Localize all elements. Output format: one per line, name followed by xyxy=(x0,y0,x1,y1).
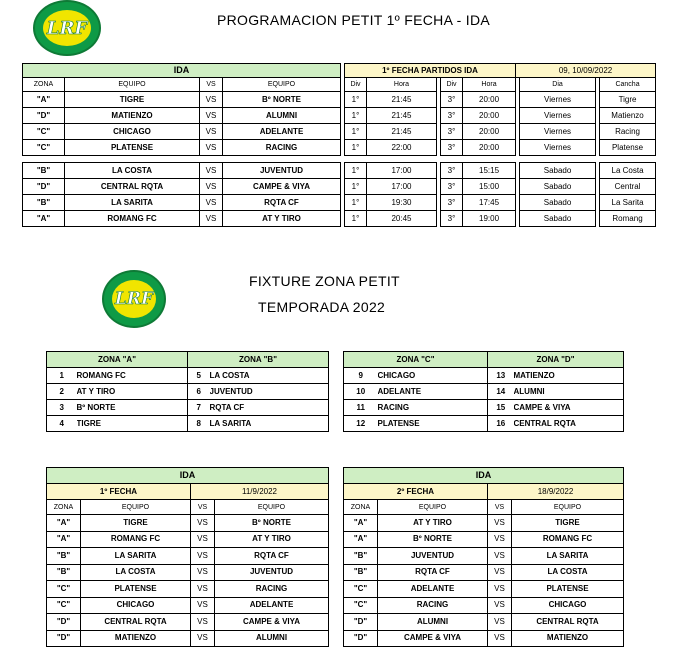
home-team: CAMPE & VIYA xyxy=(378,630,488,647)
col-equipo-home: EQUIPO xyxy=(378,500,488,515)
home-team: TIGRE xyxy=(81,515,191,532)
dia-cell: Sabado xyxy=(520,195,596,211)
vs-cell: VS xyxy=(488,515,512,532)
zona-cell: "B" xyxy=(23,163,65,179)
zona-cell: "A" xyxy=(47,531,81,548)
zona-cell: "C" xyxy=(344,581,378,598)
zona-cell: "B" xyxy=(23,195,65,211)
hora-1-cell: 21:45 xyxy=(367,108,437,124)
team-name: RACING xyxy=(378,400,488,416)
table-row xyxy=(23,211,656,227)
hora-1-cell: 19:30 xyxy=(367,195,437,211)
away-team: PLATENSE xyxy=(512,581,624,598)
div-2-cell: 3° xyxy=(441,108,463,124)
schedule-group-1 xyxy=(23,92,656,156)
away-team: ROMANG FC xyxy=(512,531,624,548)
col-div-1: Div xyxy=(345,78,367,92)
fecha-1-label: 1º FECHA xyxy=(47,484,191,500)
schedule-group-2 xyxy=(23,163,656,227)
div-1-cell: 1° xyxy=(345,195,367,211)
home-team: LA COSTA xyxy=(81,564,191,581)
cancha-cell: La Sarita xyxy=(600,195,656,211)
zona-cell: "A" xyxy=(23,211,65,227)
col-zona: ZONA xyxy=(23,78,65,92)
table-row xyxy=(47,597,329,614)
team-name: AT Y TIRO xyxy=(77,384,188,400)
home-team: MATIENZO xyxy=(65,108,200,124)
team-name: ADELANTE xyxy=(378,384,488,400)
team-number: 6 xyxy=(188,384,210,400)
home-team: RQTA CF xyxy=(378,564,488,581)
vs-cell: VS xyxy=(488,531,512,548)
table-row xyxy=(47,515,329,532)
table-row xyxy=(344,581,624,598)
col-div-2: Div xyxy=(441,78,463,92)
vs-cell: VS xyxy=(488,564,512,581)
team-number: 13 xyxy=(488,368,514,384)
vs-cell: VS xyxy=(191,515,215,532)
zona-cell: "C" xyxy=(23,140,65,156)
zona-cell: "D" xyxy=(23,179,65,195)
table-row xyxy=(47,400,329,416)
table-row xyxy=(47,614,329,631)
cancha-cell: Central xyxy=(600,179,656,195)
league-logo-small-text: LRF xyxy=(114,289,154,309)
col-hora-2: Hora xyxy=(463,78,516,92)
zones-cd-table xyxy=(343,351,624,432)
zone-c-header: ZONA "C" xyxy=(344,352,488,368)
league-logo-text: LRF xyxy=(46,17,88,39)
hora-2-cell: 20:00 xyxy=(463,124,516,140)
zona-cell: "A" xyxy=(344,515,378,532)
away-team: CHICAGO xyxy=(512,597,624,614)
div-2-cell: 3° xyxy=(441,124,463,140)
vs-cell: VS xyxy=(200,140,223,156)
hora-1-cell: 22:00 xyxy=(367,140,437,156)
table-row xyxy=(344,416,624,432)
hora-2-cell: 19:00 xyxy=(463,211,516,227)
cancha-cell: Romang xyxy=(600,211,656,227)
team-number: 7 xyxy=(188,400,210,416)
vs-cell: VS xyxy=(191,531,215,548)
table-row xyxy=(344,630,624,647)
table-row xyxy=(344,564,624,581)
div-1-cell: 1° xyxy=(345,124,367,140)
away-team: Bº NORTE xyxy=(223,92,341,108)
zona-cell: "B" xyxy=(344,564,378,581)
vs-cell: VS xyxy=(191,548,215,565)
zona-cell: "C" xyxy=(47,581,81,598)
team-name: MATIENZO xyxy=(514,368,624,384)
hora-2-cell: 20:00 xyxy=(463,108,516,124)
away-team: ADELANTE xyxy=(223,124,341,140)
zona-cell: "D" xyxy=(344,630,378,647)
team-name: CENTRAL RQTA xyxy=(514,416,624,432)
team-number: 14 xyxy=(488,384,514,400)
team-number: 10 xyxy=(344,384,378,400)
div-1-cell: 1° xyxy=(345,92,367,108)
vs-cell: VS xyxy=(191,581,215,598)
team-number: 1 xyxy=(47,368,77,384)
vs-cell: VS xyxy=(200,163,223,179)
zona-cell: "B" xyxy=(47,564,81,581)
div-1-cell: 1° xyxy=(345,140,367,156)
away-team: LA COSTA xyxy=(512,564,624,581)
fecha-2-date: 18/9/2022 xyxy=(488,484,624,500)
dia-cell: Sabado xyxy=(520,211,596,227)
table-row xyxy=(47,531,329,548)
table-row xyxy=(344,597,624,614)
hora-2-cell: 15:15 xyxy=(463,163,516,179)
zone-d-header: ZONA "D" xyxy=(488,352,624,368)
home-team: CENTRAL RQTA xyxy=(81,614,191,631)
table-row xyxy=(47,384,329,400)
vs-cell: VS xyxy=(488,581,512,598)
table-row xyxy=(344,400,624,416)
zona-cell: "C" xyxy=(47,597,81,614)
away-team: ADELANTE xyxy=(215,597,329,614)
table-row xyxy=(344,531,624,548)
vs-cell: VS xyxy=(488,597,512,614)
home-team: CENTRAL RQTA xyxy=(65,179,200,195)
zona-cell: "C" xyxy=(23,124,65,140)
zona-cell: "B" xyxy=(344,548,378,565)
table-row xyxy=(23,108,656,124)
schedule-right-dates: 09, 10/09/2022 xyxy=(516,64,656,78)
away-team: RACING xyxy=(215,581,329,598)
home-team: TIGRE xyxy=(65,92,200,108)
team-number: 3 xyxy=(47,400,77,416)
fixture-season: TEMPORADA 2022 xyxy=(258,299,386,315)
zona-cell: "B" xyxy=(47,548,81,565)
team-name: CHICAGO xyxy=(378,368,488,384)
col-equipo-home: EQUIPO xyxy=(65,78,200,92)
away-team: ALUMNI xyxy=(223,108,341,124)
table-row xyxy=(344,384,624,400)
col-vs: VS xyxy=(191,500,215,515)
div-1-cell: 1° xyxy=(345,163,367,179)
vs-cell: VS xyxy=(191,564,215,581)
team-number: 16 xyxy=(488,416,514,432)
away-team: CAMPE & VIYA xyxy=(223,179,341,195)
team-name: TIGRE xyxy=(77,416,188,432)
vs-cell: VS xyxy=(191,630,215,647)
dia-cell: Viernes xyxy=(520,124,596,140)
col-vs: VS xyxy=(488,500,512,515)
table-row xyxy=(47,630,329,647)
fecha-1-date: 11/9/2022 xyxy=(191,484,329,500)
zona-cell: "D" xyxy=(47,630,81,647)
dia-cell: Viernes xyxy=(520,108,596,124)
table-row xyxy=(47,564,329,581)
team-name: ROMANG FC xyxy=(77,368,188,384)
cancha-cell: Tigre xyxy=(600,92,656,108)
home-team: ROMANG FC xyxy=(81,531,191,548)
away-team: JUVENTUD xyxy=(215,564,329,581)
away-team: RQTA CF xyxy=(223,195,341,211)
schedule-left-title: IDA xyxy=(23,64,341,78)
zona-cell: "A" xyxy=(23,92,65,108)
away-team: ALUMNI xyxy=(215,630,329,647)
table-row xyxy=(23,163,656,179)
cancha-cell: Racing xyxy=(600,124,656,140)
team-number: 11 xyxy=(344,400,378,416)
hora-1-cell: 21:45 xyxy=(367,124,437,140)
home-team: PLATENSE xyxy=(81,581,191,598)
home-team: ADELANTE xyxy=(378,581,488,598)
fecha-2-label: 2º FECHA xyxy=(344,484,488,500)
table-row xyxy=(47,581,329,598)
cancha-cell: Matienzo xyxy=(600,108,656,124)
home-team: AT Y TIRO xyxy=(378,515,488,532)
div-2-cell: 3° xyxy=(441,92,463,108)
vs-cell: VS xyxy=(200,92,223,108)
away-team: CAMPE & VIYA xyxy=(215,614,329,631)
dia-cell: Viernes xyxy=(520,140,596,156)
table-row xyxy=(23,140,656,156)
cancha-cell: Platense xyxy=(600,140,656,156)
team-name: JUVENTUD xyxy=(210,384,329,400)
team-name: CAMPE & VIYA xyxy=(514,400,624,416)
hora-2-cell: 15:00 xyxy=(463,179,516,195)
home-team: LA SARITA xyxy=(81,548,191,565)
league-logo-small xyxy=(102,270,166,328)
home-team: Bº NORTE xyxy=(378,531,488,548)
schedule-table xyxy=(22,63,656,227)
fecha-2-title: IDA xyxy=(344,468,624,484)
team-name: Bº NORTE xyxy=(77,400,188,416)
team-name: LA SARITA xyxy=(210,416,329,432)
away-team: MATIENZO xyxy=(512,630,624,647)
table-row xyxy=(23,195,656,211)
col-equipo-away: EQUIPO xyxy=(223,78,341,92)
vs-cell: VS xyxy=(488,614,512,631)
zona-cell: "D" xyxy=(344,614,378,631)
table-row xyxy=(344,548,624,565)
div-2-cell: 3° xyxy=(441,140,463,156)
schedule-right-title: 1º FECHA PARTIDOS IDA xyxy=(345,64,516,78)
vs-cell: VS xyxy=(200,124,223,140)
team-name: ALUMNI xyxy=(514,384,624,400)
team-number: 4 xyxy=(47,416,77,432)
team-number: 2 xyxy=(47,384,77,400)
fixture-title: FIXTURE ZONA PETIT xyxy=(249,273,400,289)
hora-2-cell: 20:00 xyxy=(463,92,516,108)
team-name: RQTA CF xyxy=(210,400,329,416)
hora-1-cell: 17:00 xyxy=(367,163,437,179)
col-equipo-home: EQUIPO xyxy=(81,500,191,515)
zone-b-header: ZONA "B" xyxy=(188,352,329,368)
away-team: TIGRE xyxy=(512,515,624,532)
home-team: CHICAGO xyxy=(81,597,191,614)
div-2-cell: 3° xyxy=(441,211,463,227)
col-hora-1: Hora xyxy=(367,78,437,92)
home-team: MATIENZO xyxy=(81,630,191,647)
vs-cell: VS xyxy=(200,179,223,195)
col-zona: ZONA xyxy=(47,500,81,515)
team-name: LA COSTA xyxy=(210,368,329,384)
away-team: AT Y TIRO xyxy=(215,531,329,548)
table-row xyxy=(47,548,329,565)
page-title: PROGRAMACION PETIT 1º FECHA - IDA xyxy=(217,12,491,28)
div-1-cell: 1° xyxy=(345,179,367,195)
dia-cell: Viernes xyxy=(520,92,596,108)
col-cancha: Cancha xyxy=(600,78,656,92)
div-1-cell: 1° xyxy=(345,211,367,227)
div-2-cell: 3° xyxy=(441,195,463,211)
zona-cell: "D" xyxy=(47,614,81,631)
table-row xyxy=(47,416,329,432)
home-team: ALUMNI xyxy=(378,614,488,631)
dia-cell: Sabado xyxy=(520,163,596,179)
col-zona: ZONA xyxy=(344,500,378,515)
away-team: RQTA CF xyxy=(215,548,329,565)
away-team: CENTRAL RQTA xyxy=(512,614,624,631)
league-logo xyxy=(33,0,101,56)
vs-cell: VS xyxy=(200,108,223,124)
home-team: RACING xyxy=(378,597,488,614)
home-team: CHICAGO xyxy=(65,124,200,140)
schedule-header-row xyxy=(23,78,656,92)
fecha-1-table xyxy=(46,467,329,647)
table-row xyxy=(23,92,656,108)
div-2-cell: 3° xyxy=(441,163,463,179)
vs-cell: VS xyxy=(200,211,223,227)
fecha-1-title: IDA xyxy=(47,468,329,484)
vs-cell: VS xyxy=(200,195,223,211)
col-equipo-away: EQUIPO xyxy=(512,500,624,515)
home-team: JUVENTUD xyxy=(378,548,488,565)
zone-a-header: ZONA "A" xyxy=(47,352,188,368)
home-team: LA SARITA xyxy=(65,195,200,211)
col-vs: VS xyxy=(200,78,223,92)
team-number: 8 xyxy=(188,416,210,432)
hora-1-cell: 17:00 xyxy=(367,179,437,195)
home-team: ROMANG FC xyxy=(65,211,200,227)
div-2-cell: 3° xyxy=(441,179,463,195)
zona-cell: "D" xyxy=(23,108,65,124)
team-number: 9 xyxy=(344,368,378,384)
team-name: PLATENSE xyxy=(378,416,488,432)
hora-1-cell: 20:45 xyxy=(367,211,437,227)
table-row xyxy=(344,515,624,532)
dia-cell: Sabado xyxy=(520,179,596,195)
table-row xyxy=(344,614,624,631)
cancha-cell: La Costa xyxy=(600,163,656,179)
col-dia: Dia xyxy=(520,78,596,92)
team-number: 15 xyxy=(488,400,514,416)
zones-ab-table xyxy=(46,351,329,432)
home-team: PLATENSE xyxy=(65,140,200,156)
hora-2-cell: 17:45 xyxy=(463,195,516,211)
away-team: AT Y TIRO xyxy=(223,211,341,227)
hora-1-cell: 21:45 xyxy=(367,92,437,108)
table-row xyxy=(23,179,656,195)
away-team: Bº NORTE xyxy=(215,515,329,532)
table-row xyxy=(344,368,624,384)
team-number: 5 xyxy=(188,368,210,384)
vs-cell: VS xyxy=(488,548,512,565)
zona-cell: "A" xyxy=(47,515,81,532)
zona-cell: "C" xyxy=(344,597,378,614)
vs-cell: VS xyxy=(191,614,215,631)
col-equipo-away: EQUIPO xyxy=(215,500,329,515)
away-team: JUVENTUD xyxy=(223,163,341,179)
zona-cell: "A" xyxy=(344,531,378,548)
away-team: LA SARITA xyxy=(512,548,624,565)
vs-cell: VS xyxy=(488,630,512,647)
vs-cell: VS xyxy=(191,597,215,614)
team-number: 12 xyxy=(344,416,378,432)
hora-2-cell: 20:00 xyxy=(463,140,516,156)
table-row xyxy=(47,368,329,384)
table-row xyxy=(23,124,656,140)
home-team: LA COSTA xyxy=(65,163,200,179)
away-team: RACING xyxy=(223,140,341,156)
fecha-2-table xyxy=(343,467,624,647)
div-1-cell: 1° xyxy=(345,108,367,124)
